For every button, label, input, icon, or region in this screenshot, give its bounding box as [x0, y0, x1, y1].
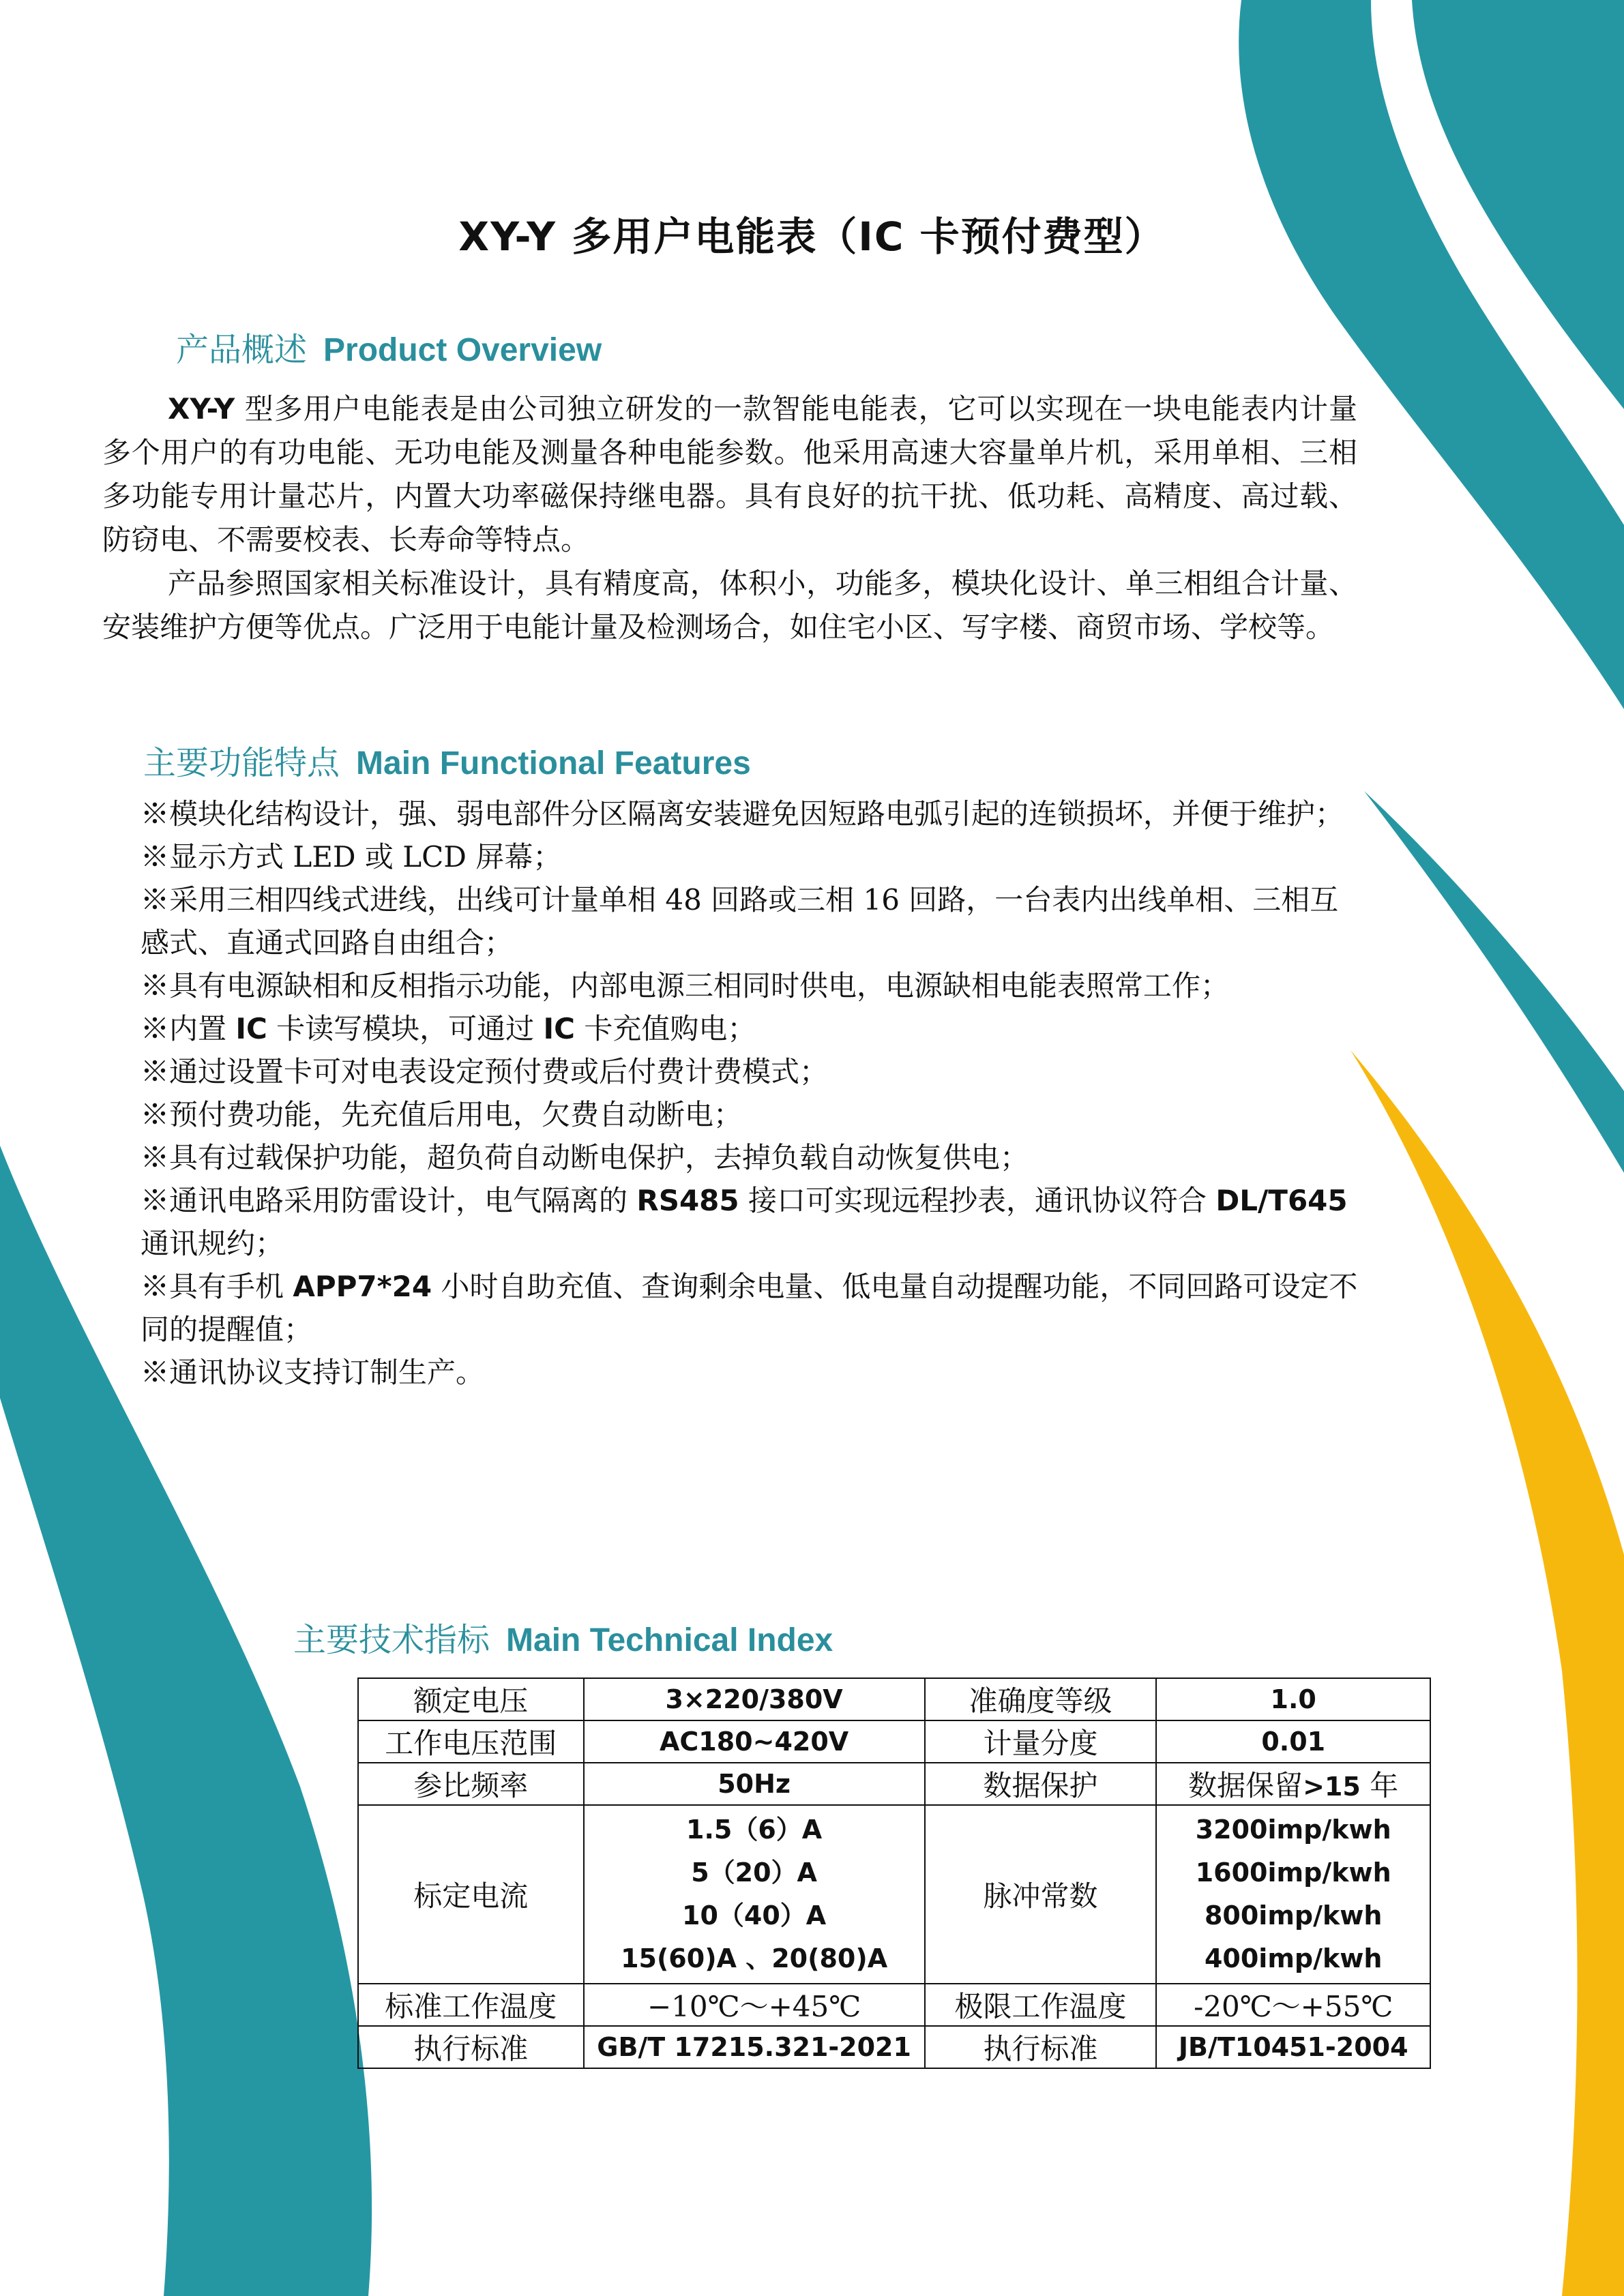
- feature-item: [141, 1265, 1361, 1351]
- feature-text: 接口可实现远程抄表，通讯协议符合: [739, 1184, 1216, 1217]
- overview-heading: [176, 323, 602, 370]
- feature-text: 通讯规约；: [141, 1227, 284, 1260]
- overview-paragraph-1: [102, 387, 1357, 562]
- right-yellow-swoosh: [1350, 1050, 1624, 2296]
- page-title: XY-Y 多用户电能表（IC 卡预付费型）: [458, 213, 1166, 260]
- spec-value-number: >15: [1303, 1772, 1361, 1802]
- spec-value-text: 数据保留: [1188, 1769, 1303, 1802]
- spec-value-unit: 年: [1360, 1769, 1399, 1802]
- spec-label: 工作电压范围: [358, 1720, 584, 1763]
- current-rating: 10（40）A: [682, 1900, 827, 1930]
- spec-value-list: [584, 1805, 925, 1984]
- overview-paragraph-2: [102, 562, 1357, 649]
- feature-item: ※显示方式 LED 或 LCD 屏幕；: [141, 840, 562, 874]
- feature-text: 小时自助充值、查询剩余电量、低电量自动提醒功能，不同回路可设定不同的提醒值；: [141, 1270, 1358, 1346]
- overview-heading-en: Product Overview: [323, 332, 602, 368]
- feature-text: 卡充值购电；: [574, 1012, 756, 1045]
- spec-value: -20℃～+55℃: [1156, 1984, 1430, 2026]
- spec-value: AC180~420V: [584, 1720, 925, 1763]
- feature-item: ※模块化结构设计，强、弱电部件分区隔离安装避免因短路电弧引起的连锁损坏，并便于维护；: [141, 797, 1344, 831]
- feature-bold: RS485: [636, 1184, 739, 1217]
- tech-heading-en: Main Technical Index: [506, 1622, 833, 1658]
- spec-label: 标定电流: [358, 1805, 584, 1984]
- feature-item: ※采用三相四线式进线，出线可计量单相 48 回路或三相 16 回路，一台表内出线单相、三相互感式、直通式回路自由组合；: [141, 883, 1339, 959]
- spec-label: 参比频率: [358, 1763, 584, 1805]
- right-teal-lower-swoosh: [1364, 791, 1624, 1173]
- feature-item: ※预付费功能，先充值后用电，欠费自动断电；: [141, 1098, 743, 1131]
- spec-value-list: [1156, 1805, 1430, 1984]
- features-list: [141, 792, 1361, 1394]
- table-row: [358, 1678, 1430, 1720]
- spec-label: 额定电压: [358, 1678, 584, 1720]
- table-row: [358, 1805, 1430, 1984]
- spec-label: 准确度等级: [925, 1678, 1157, 1720]
- spec-label: 执行标准: [358, 2026, 584, 2068]
- spec-value: 50Hz: [584, 1763, 925, 1805]
- table-row: [358, 1984, 1430, 2026]
- feature-bold: IC: [543, 1012, 575, 1045]
- feature-item: ※通讯协议支持订制生产。: [141, 1356, 485, 1389]
- feature-item: [141, 1007, 1361, 1050]
- table-row: [358, 1763, 1430, 1805]
- spec-value: [1156, 1763, 1430, 1805]
- spec-value: 0.01: [1156, 1720, 1430, 1763]
- tech-spec-table: [357, 1678, 1431, 2069]
- table-row: [358, 2026, 1430, 2068]
- feature-bold: DL/T645: [1215, 1184, 1348, 1217]
- spec-value: GB/T 17215.321-2021: [584, 2026, 925, 2068]
- spec-label: 执行标准: [925, 2026, 1157, 2068]
- spec-label: 标准工作温度: [358, 1984, 584, 2026]
- feature-item: ※具有电源缺相和反相指示功能，内部电源三相同时供电，电源缺相电能表照常工作；: [141, 969, 1230, 1002]
- features-heading-cn: 主要功能特点: [143, 744, 340, 782]
- spec-label: 计量分度: [925, 1720, 1157, 1763]
- feature-text: ※通讯电路采用防雷设计，电气隔离的: [141, 1184, 637, 1217]
- product-model: XY-Y: [168, 392, 235, 426]
- tech-heading-cn: 主要技术指标: [293, 1621, 490, 1659]
- spec-label: 数据保护: [925, 1763, 1157, 1805]
- spec-label: 极限工作温度: [925, 1984, 1157, 2026]
- spec-value: 3×220/380V: [584, 1678, 925, 1720]
- spec-value: −10℃～+45℃: [584, 1984, 925, 2026]
- feature-item: ※具有过载保护功能，超负荷自动断电保护，去掉负载自动恢复供电；: [141, 1141, 1029, 1174]
- current-rating: 15(60)A 、20(80)A: [621, 1943, 888, 1973]
- feature-bold: IC: [235, 1012, 267, 1045]
- pulse-constant: 800imp/kwh: [1204, 1900, 1383, 1930]
- pulse-constant: 3200imp/kwh: [1195, 1815, 1391, 1845]
- feature-bold: APP7*24: [293, 1270, 432, 1303]
- table-row: [358, 1720, 1430, 1763]
- current-rating: 1.5（6）A: [686, 1815, 823, 1845]
- feature-item: ※通过设置卡可对电表设定预付费或后付费计费模式；: [141, 1055, 829, 1088]
- spec-value: JB/T10451-2004: [1156, 2026, 1430, 2068]
- tech-heading: [293, 1613, 833, 1660]
- spec-label: 脉冲常数: [925, 1805, 1157, 1984]
- current-rating: 5（20）A: [691, 1858, 817, 1888]
- spec-value: 1.0: [1156, 1678, 1430, 1720]
- pulse-constant: 400imp/kwh: [1204, 1943, 1383, 1973]
- overview-heading-cn: 产品概述: [176, 331, 308, 369]
- feature-text: ※具有手机: [141, 1270, 293, 1303]
- pulse-constant: 1600imp/kwh: [1195, 1858, 1391, 1888]
- feature-text: 卡读写模块，可通过: [267, 1012, 544, 1045]
- overview-text-1: 型多用户电能表是由公司独立研发的一款智能电能表，它可以实现在一块电能表内计量多个用户的有功电能、无功电能及测量各种电能参数。他采用高速大容量单片机，采用单相、三相多功能专用计量芯片，内置大功率磁保持继电器。具有良好的抗干扰、低功耗、高精度、高过载、防窃电、不需要校表、长寿命等特点。: [102, 392, 1357, 556]
- features-heading-en: Main Functional Features: [356, 745, 751, 781]
- overview-text-2: 产品参照国家相关标准设计，具有精度高，体积小，功能多，模块化设计、单三相组合计量、安装维护方便等优点。广泛用于电能计量及检测场合，如住宅小区、写字楼、商贸市场、学校等。: [102, 567, 1357, 644]
- feature-item: [141, 1179, 1361, 1265]
- feature-text: ※内置: [141, 1012, 236, 1045]
- overview-body: [102, 387, 1357, 649]
- features-heading: [143, 736, 751, 784]
